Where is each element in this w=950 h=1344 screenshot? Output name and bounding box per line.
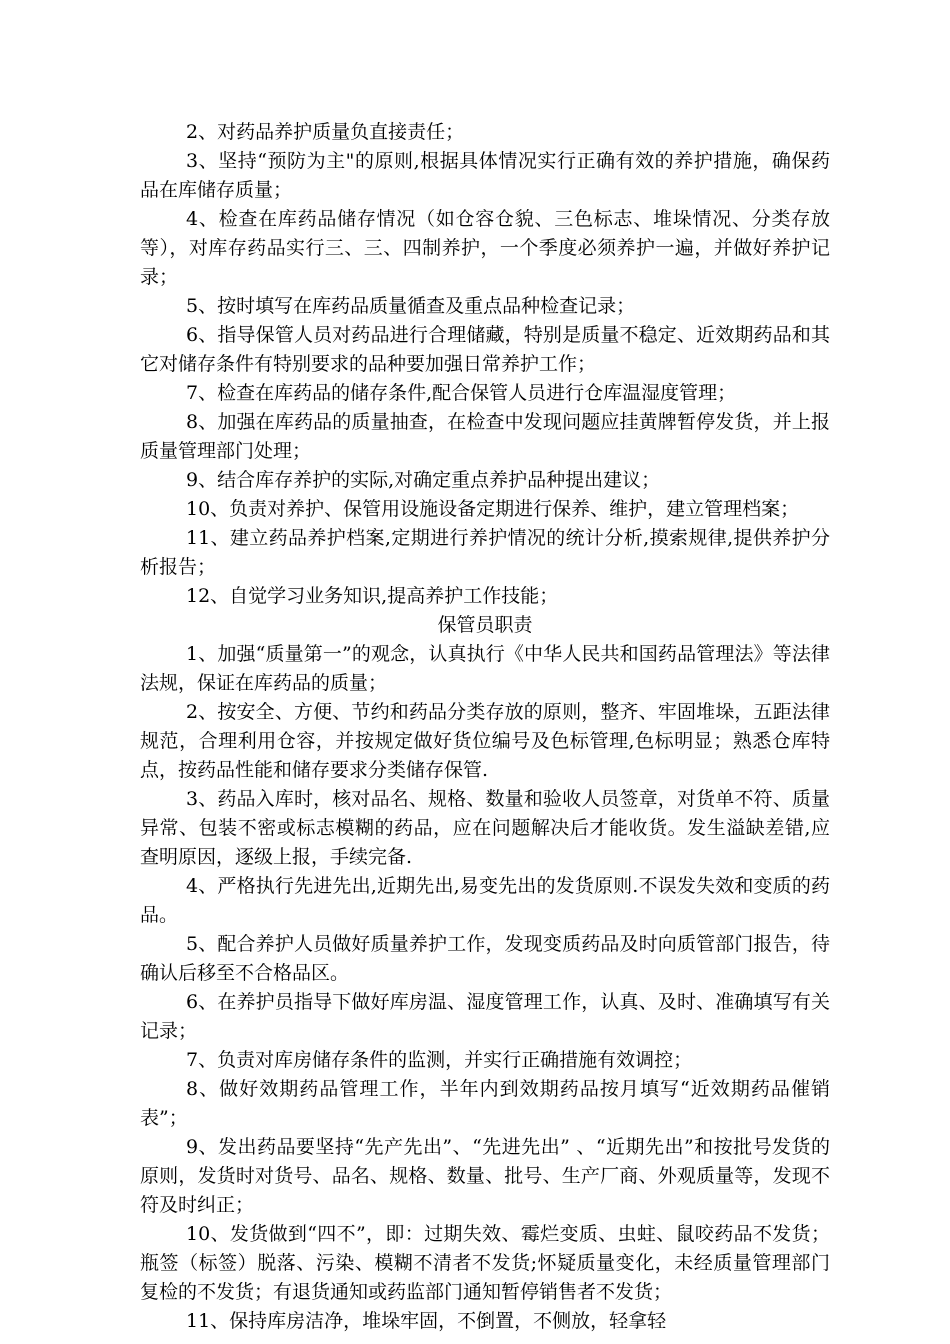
document-body <box>140 118 830 1336</box>
maintenance-duty-item: 11、建立药品养护档案,定期进行养护情况的统计分析,摸索规律,提供养护分析报告； <box>140 527 830 578</box>
maintenance-duty-item: 3、坚持“预防为主"的原则,根据具体情况实行正确有效的养护措施，确保药品在库储存质量； <box>140 150 830 201</box>
maintenance-duty-item: 9、结合库存养护的实际,对确定重点养护品种提出建议； <box>186 469 661 491</box>
keeper-duty-item: 2、按安全、方便、节约和药品分类存放的原则，整齐、牢固堆垛，五距法律规范，合理利用仓容，并按规定做好货位编号及色标管理,色标明显；熟悉仓库特点，按药品性能和储存要求分类储存保管. <box>140 701 830 781</box>
maintenance-duty-item: 4、检查在库药品储存情况（如仓容仓貌、三色标志、堆垛情况、分类存放等），对库存药品实行三、三、四制养护，一个季度必须养护一遍，并做好养护记录； <box>140 208 830 288</box>
maintenance-duty-item: 2、对药品养护质量负直接责任； <box>186 121 465 143</box>
keeper-duty-item: 10、发货做到“四不”，即：过期失效、霉烂变质、虫蛀、鼠咬药品不发货；瓶签（标签）脱落、污染、模糊不清者不发货;怀疑质量变化，未经质量管理部门复检的不发货；有退货通知或药监部门通知暂停销售者不发货； <box>140 1223 830 1303</box>
keeper-duty-item: 9、发出药品要坚持“先产先出”、“先进先出” 、“近期先出”和按批号发货的原则，发货时对货号、品名、规格、数量、批号、生产厂商、外观质量等，发现不符及时纠正； <box>140 1136 830 1216</box>
keeper-duty-item: 5、配合养护人员做好质量养护工作，发现变质药品及时向质管部门报告，待确认后移至不合格品区。 <box>140 933 830 984</box>
keeper-duty-item: 11、保持库房洁净，堆垛牢固，不倒置，不侧放，轻拿轻 <box>186 1310 667 1332</box>
keeper-duty-item: 1、加强“质量第一”的观念，认真执行《中华人民共和国药品管理法》等法律法规，保证在库药品的质量； <box>140 643 830 694</box>
maintenance-duty-item: 6、指导保管人员对药品进行合理储藏，特别是质量不稳定、近效期药品和其它对储存条件有特别要求的品种要加强日常养护工作； <box>140 324 830 375</box>
keeper-duty-item: 8、做好效期药品管理工作，半年内到效期药品按月填写“近效期药品催销表”； <box>140 1078 830 1129</box>
maintenance-duty-item: 7、检查在库药品的储存条件,配合保管人员进行仓库温湿度管理； <box>186 382 737 404</box>
maintenance-duty-item: 8、加强在库药品的质量抽查，在检查中发现问题应挂黄牌暂停发货，并上报质量管理部门处理； <box>140 411 830 462</box>
maintenance-duty-item: 5、按时填写在库药品质量循查及重点品种检查记录； <box>186 295 636 317</box>
keeper-duty-item: 7、负责对库房储存条件的监测，并实行正确措施有效调控； <box>186 1049 693 1071</box>
keeper-duty-item: 3、药品入库时，核对品名、规格、数量和验收人员签章，对货单不符、质量异常、包装不密或标志模糊的药品，应在问题解决后才能收货。发生溢缺差错,应查明原因，逐级上报，手续完备. <box>140 788 830 868</box>
section-heading: 保管员职责 <box>437 614 533 636</box>
maintenance-duty-item: 12、自觉学习业务知识,提高养护工作技能； <box>186 585 559 607</box>
keeper-duty-item: 4、严格执行先进先出,近期先出,易变先出的发货原则.不误发失效和变质的药品。 <box>140 875 830 926</box>
keeper-duty-item: 6、在养护员指导下做好库房温、湿度管理工作，认真、及时、准确填写有关记录； <box>140 991 830 1042</box>
maintenance-duty-item: 10、负责对养护、保管用设施设备定期进行保养、维护，建立管理档案； <box>186 498 800 520</box>
